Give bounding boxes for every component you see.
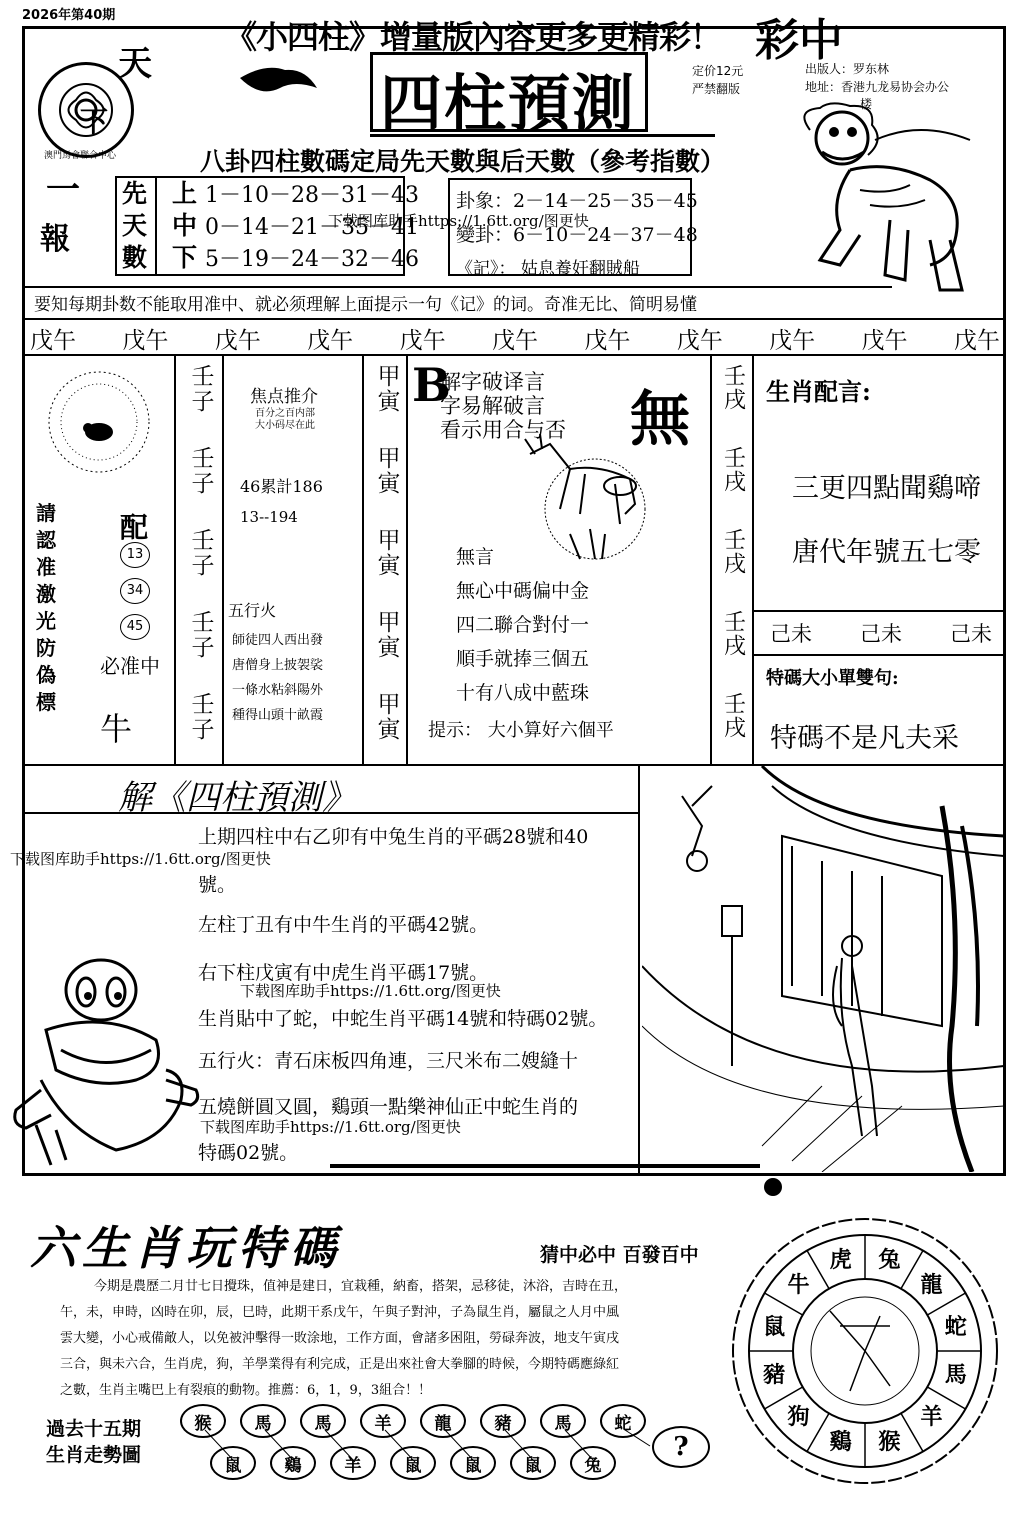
jiayin-1: 甲寅 xyxy=(373,364,400,414)
zodiac-wheel-icon xyxy=(730,1216,1000,1486)
bian-gua: 變卦：6－10－24－37－48 xyxy=(456,224,698,246)
renxu-2: 壬戌 xyxy=(720,446,746,494)
jie-right-border xyxy=(638,764,640,1174)
wheel-zodiac-label: 馬 xyxy=(944,1362,967,1389)
trend-label-2: 生肖走勢圖 xyxy=(46,1444,142,1466)
renxu-1: 壬戌 xyxy=(720,364,746,412)
renzi-5: 壬子 xyxy=(187,692,214,742)
renzi-1-a: 壬子 xyxy=(187,364,214,414)
side-char-1: 天 xyxy=(118,44,152,84)
trend-zodiac-top: 猴 xyxy=(180,1404,226,1438)
focus-poem-3: 一條水粘斜陽外 xyxy=(232,683,324,698)
jie-title: 解《四柱預測》 xyxy=(118,778,356,818)
question-mark: ? xyxy=(673,1432,689,1462)
trend-zodiac-top: 馬 xyxy=(300,1404,346,1438)
bottom-slogan: 猜中必中 百發百中 xyxy=(540,1244,699,1266)
trend-zodiac-top: 豬 xyxy=(480,1404,526,1438)
right-title: 生肖配言: xyxy=(766,377,871,406)
price: 定价12元 xyxy=(692,64,744,78)
b-poem-5: 十有八成中藍珠 xyxy=(456,682,590,704)
bagua-divider xyxy=(155,176,157,276)
frog-icon xyxy=(6,950,206,1180)
bagua-note: 要知每期卦数不能取用准中、就必须理解上面提示一句《记》的词。奇准无比、简明易懂 xyxy=(34,295,697,315)
col-renxu xyxy=(714,364,752,752)
right-divider-1 xyxy=(752,610,1006,612)
wheel-zodiac-label: 豬 xyxy=(763,1362,786,1389)
b-poem-1: 無言 xyxy=(456,546,495,568)
side-char-4: 報 xyxy=(40,222,70,257)
col-line-3 xyxy=(362,354,364,764)
wheel-zodiac-label: 虎 xyxy=(829,1247,852,1274)
wheel-zodiac-label: 兔 xyxy=(878,1247,901,1274)
bagua-row-3: 5－19－24－32－46 xyxy=(205,247,419,272)
trend-zodiac-bottom: 鼠 xyxy=(450,1446,496,1480)
label-shu: 數 xyxy=(122,243,148,272)
ganzhi-10: 戊午 xyxy=(861,328,908,354)
wheel-zodiac-label: 牛 xyxy=(787,1271,810,1298)
col-line-1 xyxy=(174,354,176,764)
pig-icon xyxy=(34,362,164,482)
trend-zodiac-bottom: 鷄 xyxy=(270,1446,316,1480)
jiwei-3: 己未 xyxy=(950,622,992,646)
jie-line-4: 右下柱戊寅有中虎生肖平碼17號。 xyxy=(198,962,489,984)
anti-fake-3: 准 xyxy=(36,555,56,579)
bottom-title: 六生肖玩特碼 xyxy=(30,1221,342,1275)
focus-line-1: 46累計186 xyxy=(240,477,323,496)
trend-zodiac-bottom: 鼠 xyxy=(390,1446,436,1480)
label-xian: 先 xyxy=(122,179,148,208)
pei-label: 配 xyxy=(120,511,149,544)
question-badge xyxy=(652,1426,710,1468)
black-dot xyxy=(764,1178,782,1196)
renzi-4: 壬子 xyxy=(187,610,214,660)
gua-xiang: 卦象：2－14－25－35－45 xyxy=(456,190,698,212)
bagua-row-2: 0－14－21－35－41 xyxy=(205,215,419,240)
pei-number-3: 45 xyxy=(120,614,150,640)
jie-line-5: 生肖貼中了蛇，中蛇生肖平碼14號和特碼02號。 xyxy=(198,1008,608,1030)
renzi-3: 壬子 xyxy=(187,528,214,578)
jiwei-1: 己未 xyxy=(770,622,812,646)
b-letter: B xyxy=(412,358,451,412)
ganzhi-11: 戊午 xyxy=(953,328,1000,354)
ganzhi-1: 戊午 xyxy=(30,328,76,354)
label-tian: 天 xyxy=(122,211,148,240)
wheel-zodiac-label: 鼠 xyxy=(763,1313,786,1340)
renxu-5: 壬戌 xyxy=(720,692,746,740)
b-poem-2: 無心中碼偏中金 xyxy=(456,580,590,602)
publisher: 出版人：罗东林 xyxy=(805,62,890,76)
lion-illustration xyxy=(780,100,990,309)
ganzhi-8: 戊午 xyxy=(676,328,723,354)
note-bottom-line xyxy=(22,318,1006,320)
anti-fake-5: 光 xyxy=(36,609,56,633)
jiayin-5: 甲寅 xyxy=(373,692,400,742)
pei-number-2: 34 xyxy=(120,578,150,604)
b-line-1: 解字破译言 xyxy=(440,370,545,394)
watermark-4: 下载图库助手https://1.6tt.org/图更快 xyxy=(200,1118,461,1136)
focus-line-2: 13--194 xyxy=(240,508,298,526)
wheel-zodiac-label: 羊 xyxy=(920,1404,943,1431)
animal-label: 牛 xyxy=(100,710,133,748)
jie-line-2: 號。 xyxy=(198,874,237,896)
jie-line-6: 五行火：青石床板四角連，三尺米布二嫂縫十 xyxy=(198,1050,579,1072)
page-title: 四柱預測 xyxy=(380,67,637,140)
col-jiayin xyxy=(366,364,406,752)
jiwei-2: 己未 xyxy=(860,622,902,646)
wheel-zodiac-label: 蛇 xyxy=(944,1313,967,1340)
anti-fake-8: 標 xyxy=(36,690,56,714)
col-line-4 xyxy=(406,354,408,764)
b-poem-4: 順手就捧三個五 xyxy=(456,648,590,670)
bottom-para-5: 之數，生肖主嘴巴上有裂痕的動物。推薦：6，1，9，3組合！！ xyxy=(60,1383,432,1398)
watermark-3: 下载图库助手https://1.6tt.org/图更快 xyxy=(240,982,501,1000)
pig-emblem xyxy=(34,362,164,486)
bagua-subtitle: 八卦四柱數碼定局先天數與后天數（參考指數） xyxy=(200,147,726,176)
wu-big-char: 無 xyxy=(630,385,690,455)
side-char-3: 一 xyxy=(46,170,80,210)
wheel-zodiac-label: 龍 xyxy=(920,1271,943,1298)
title-underline xyxy=(370,134,715,137)
trend-zodiac-top: 馬 xyxy=(540,1404,586,1438)
bird-silhouette xyxy=(235,58,325,122)
renzi-2: 壬子 xyxy=(187,446,214,496)
bottom-paragraph xyxy=(60,1274,627,1404)
jie-line-7: 五燒餅圓又圓，鷄頭一點樂神仙正中蛇生肖的 xyxy=(198,1096,579,1118)
label-shang: 上 xyxy=(172,179,198,208)
ganzhi-5: 戊午 xyxy=(399,328,446,354)
copyright: 严禁翻版 xyxy=(692,82,741,96)
b-line-2: 字易解破言 xyxy=(440,394,545,418)
street-scene-icon xyxy=(642,766,1004,1172)
label-zhong: 中 xyxy=(172,211,198,240)
trend-lines xyxy=(180,1400,700,1490)
watermark-1: 下载图库助手https://1.6tt.org/图更快 xyxy=(328,212,589,230)
note-top-line xyxy=(22,286,892,288)
trend-zodiac-top: 馬 xyxy=(240,1404,286,1438)
ganzhi-bottom-line xyxy=(22,354,1006,356)
bagua-row-1: 1－10－28－31－43 xyxy=(205,183,419,208)
issue-label: 2026年第40期 xyxy=(22,8,116,23)
bird-icon xyxy=(235,58,325,118)
bi-zhun-label: 必准中 xyxy=(100,654,160,678)
bagua-labels-2 xyxy=(172,178,197,274)
right-divider-2 xyxy=(752,654,1006,656)
bottom-para-4: 三合，與未六合，生肖虎，狗，羊學業得有利完成，正是出來社會大拳腳的時候，今期特碼應綠紅 xyxy=(60,1357,620,1372)
seal-text: 澳門馬會聯合中心 xyxy=(44,151,117,161)
jie-line-8: 特碼02號。 xyxy=(198,1142,299,1164)
trend-zodiac-bottom: 羊 xyxy=(330,1446,376,1480)
right-sub-line: 特碼不是凡夫采 xyxy=(770,723,959,754)
jiayin-3: 甲寅 xyxy=(373,528,400,578)
anti-fake-column xyxy=(36,500,56,716)
col-line-6 xyxy=(752,354,754,764)
trend-zodiac-top: 龍 xyxy=(420,1404,466,1438)
focus-poem-1: 師徒四人西出發 xyxy=(232,633,324,648)
anti-fake-6: 防 xyxy=(36,636,56,660)
jie-line-1: 上期四柱中右乙卯有中兔生肖的平碼28號和40 xyxy=(198,826,589,848)
b-poem-3: 四二聯合對付一 xyxy=(456,614,590,636)
focus-sub-2: 大小码尽在此 xyxy=(255,420,315,431)
lion-icon xyxy=(780,100,990,305)
trend-zodiac-bottom: 鼠 xyxy=(510,1446,556,1480)
banner-title: 《小四柱》增量版內容更多更精彩！ xyxy=(225,18,722,56)
trend-zodiac-top: 蛇 xyxy=(600,1404,646,1438)
focus-poem-4: 種得山頭十畝霞 xyxy=(232,708,324,723)
col-line-5 xyxy=(710,354,712,764)
zodiac-wheel xyxy=(730,1216,1000,1486)
b-hint: 提示： 大小算好六個平 xyxy=(428,720,614,741)
ganzhi-7: 戊午 xyxy=(584,328,631,354)
frog-mascot xyxy=(6,950,206,1184)
focus-sub-1: 百分之百内部 xyxy=(255,408,315,419)
ganzhi-3: 戊午 xyxy=(214,328,261,354)
anti-fake-7: 偽 xyxy=(36,663,56,687)
ganzhi-row xyxy=(30,322,1000,355)
jie-title-line xyxy=(22,812,640,814)
trend-zodiac-top: 羊 xyxy=(360,1404,406,1438)
label-xia: 下 xyxy=(172,243,198,272)
b-line-3: 看示用合与否 xyxy=(440,418,566,442)
trend-label-1: 過去十五期 xyxy=(46,1418,142,1440)
wheel-zodiac-label: 猴 xyxy=(878,1428,901,1455)
wheel-zodiac-label: 鷄 xyxy=(829,1428,852,1455)
anti-fake-1: 請 xyxy=(36,501,56,525)
anti-fake-4: 激 xyxy=(36,582,56,606)
watermark-2: 下载图库助手https://1.6tt.org/图更快 xyxy=(10,850,271,868)
pei-number-1: 13 xyxy=(120,542,150,568)
jiayin-4: 甲寅 xyxy=(373,610,400,660)
ganzhi-9: 戊午 xyxy=(769,328,816,354)
right-sub-title: 特碼大小單雙句: xyxy=(766,668,899,689)
col-renzi xyxy=(180,364,220,752)
bottom-para-3: 雲大變，小心戒備敵人，以免被沖擊得一敗涂地，工作方面，會諸多困阻，勞碌奔波，地支午寅戌 xyxy=(60,1331,620,1346)
bottom-para-2: 午，未，申時，凶時在卯，辰，巳時，此期干系戊午，午與子對沖，子為鼠生肖，屬鼠之人月中風 xyxy=(60,1305,620,1320)
ji-line: 《記》： 姑息養奸翻賊船 xyxy=(456,259,640,279)
street-illustration xyxy=(642,766,1004,1172)
bottom-decor-line xyxy=(330,1164,760,1168)
top-right-chars: 彩中 xyxy=(755,15,843,66)
wheel-zodiac-label: 狗 xyxy=(787,1404,810,1431)
ganzhi-2: 戊午 xyxy=(122,328,169,354)
renxu-4: 壬戌 xyxy=(720,610,746,658)
jiayin-2: 甲寅 xyxy=(373,446,400,496)
focus-poem-2: 唐僧身上披袈裟 xyxy=(232,658,324,673)
jiwei-row xyxy=(770,618,992,648)
bottom-para-1: 今期是農歷二月廿七日攪珠，值神是建日，宜栽種，納畜，搭架，忌移徒，沐浴，吉時在丑， xyxy=(94,1279,628,1294)
col-line-2 xyxy=(222,354,224,764)
ganzhi-6: 戊午 xyxy=(491,328,538,354)
anti-fake-2: 認 xyxy=(36,528,56,552)
right-line-1: 三更四點聞鷄啼 xyxy=(792,473,981,504)
focus-poem xyxy=(232,628,323,728)
address-2: 楼 xyxy=(860,97,873,111)
trend-zodiac-bottom: 兔 xyxy=(570,1446,616,1480)
side-char-2: 下 xyxy=(80,105,109,138)
bagua-labels-1 xyxy=(122,178,147,274)
renxu-3: 壬戌 xyxy=(720,528,746,576)
wuxing-title: 五行火 xyxy=(228,601,277,620)
ganzhi-4: 戊午 xyxy=(307,328,354,354)
focus-title: 焦点推介 xyxy=(250,387,318,407)
trend-zodiac-bottom: 鼠 xyxy=(210,1446,256,1480)
jie-line-3: 左柱丁丑有中牛生肖的平碼42號。 xyxy=(198,914,489,936)
right-line-2: 唐代年號五七零 xyxy=(792,537,981,568)
b-poem xyxy=(456,540,589,710)
address-1: 地址：香港九龙易协会办公 xyxy=(805,80,950,94)
